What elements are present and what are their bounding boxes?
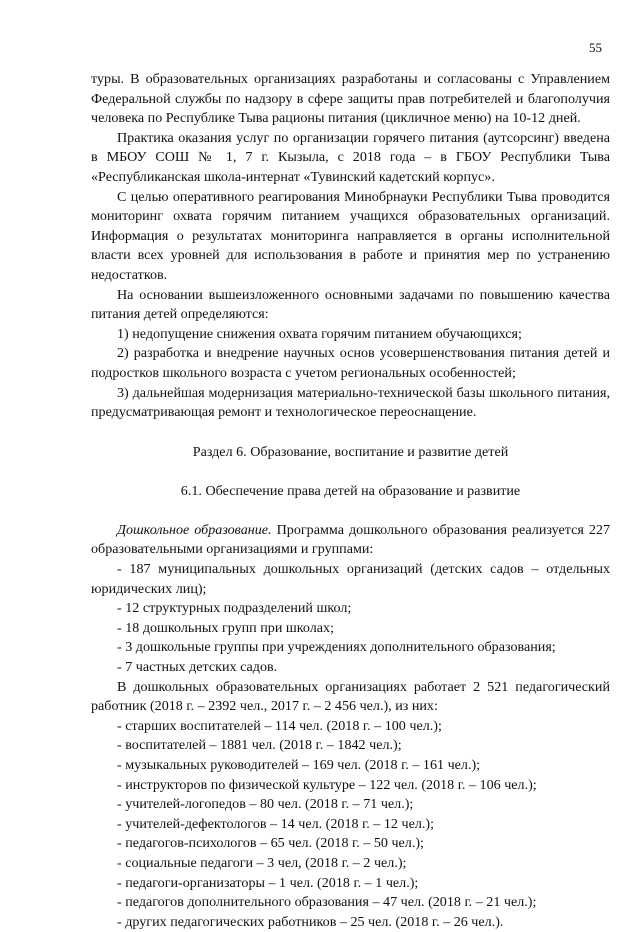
list-item: - 12 структурных подразделений школ; (117, 600, 352, 617)
staff-item: - педагогов-психологов – 65 чел. (2018 г. – 50 чел.); (117, 835, 424, 852)
staff-item: - педагоги-организаторы – 1 чел. (2018 г. – 1 чел.); (117, 874, 419, 891)
paragraph: На основании вышеизложенного основными задачами по повышению качества питания детей определяются: (91, 286, 610, 323)
staff-item: - других педагогических работников – 25 чел. (2018 г. – 26 чел.). (117, 913, 504, 930)
list-item: - 187 муниципальных дошкольных организаций (детских садов – отдельных юридических лиц); (91, 561, 610, 597)
staff-item: - педагогов дополнительного образования – 47 чел. (2018 г. – 21 чел.); (117, 894, 537, 911)
section-heading: Раздел 6. Образование, воспитание и развитие детей (192, 443, 509, 460)
paragraph: С целью оперативного реагирования Минобрнауки Республики Тыва проводится мониторинг охвата горячим питанием учащихся образовательных организаций. Информация о результатах мониторинга направляется в органы исполнительной власти всех уровней для использования в работе и принятия мер по устранению недостатков. (91, 188, 610, 283)
task-item: 1) недопущение снижения охвата горячим питанием обучающихся; (117, 325, 522, 342)
staff-item: - инструкторов по физической культуре – 122 чел. (2018 г. – 106 чел.); (117, 776, 537, 793)
paragraph: туры. В образовательных организациях разработаны и согласованы с Управлением Федеральной службы по надзору в сфере защиты прав потребителей и благополучия человека по Республике Тыва рационы питания (цикличное меню) на 10-12 дней. (91, 71, 610, 127)
subsection-heading: 6.1. Обеспечение права детей на образование и развитие (180, 483, 521, 500)
staff-item: - старших воспитателей – 114 чел. (2018 г. – 100 чел.); (117, 717, 442, 734)
staff-item: - учителей-логопедов – 80 чел. (2018 г. – 71 чел.); (117, 796, 414, 813)
page-number: 55 (589, 40, 602, 55)
staff-item: - учителей-дефектологов – 14 чел. (2018 г. – 12 чел.); (117, 815, 434, 832)
task-item: 2) разработка и внедрение научных основ усовершенствования питания детей и подростков школьного возраста с учетом региональных особенностей; (91, 345, 610, 381)
paragraph: В дошкольных образовательных организациях работает 2 521 педагогический работник (2018 г. – 2392 чел., 2017 г. – 2 456 чел.), из них: (91, 678, 610, 715)
paragraph: Практика оказания услуг по организации горячего питания (аутсорсинг) введена в МБОУ СОШ № 1, 7 г. Кызыла, с 2018 года – в ГБОУ Республики Тыва «Республиканская школа-интернат «Тувинский кадетский корпус». (91, 129, 610, 185)
preschool-title: Дошкольное образование. (117, 521, 272, 538)
staff-item: - воспитателей – 1881 чел. (2018 г. – 1842 чел.); (117, 737, 402, 754)
staff-item: - музыкальных руководителей – 169 чел. (2018 г. – 161 чел.); (117, 757, 481, 773)
document-body (91, 70, 610, 932)
list-item: - 18 дошкольных групп при школах; (117, 619, 334, 636)
paragraph (91, 521, 610, 560)
list-item: - 7 частных детских садов. (117, 659, 278, 676)
staff-item: - социальные педагоги – 3 чел, (2018 г. – 2 чел.); (117, 854, 407, 871)
preschool-intro: Программа дошкольного образования реализуется 227 образовательными организациями и группами: (91, 521, 610, 558)
list-item: - 3 дошкольные группы при учреждениях дополнительного образования; (117, 639, 556, 656)
task-item: 3) дальнейшая модернизация материально-технической базы школьного питания, предусматривающая ремонт и технологическое переоснащение. (91, 384, 610, 421)
